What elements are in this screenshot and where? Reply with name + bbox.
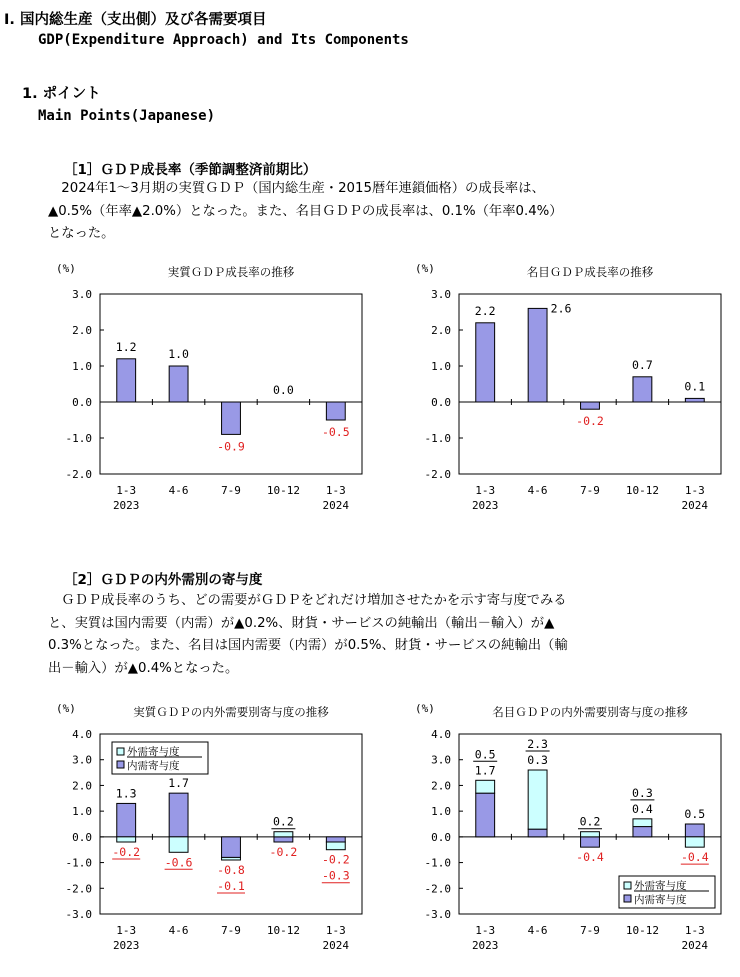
external-bar — [169, 837, 188, 852]
y-tick-label: -2.0 — [65, 882, 92, 896]
external-bar — [581, 832, 600, 837]
y-tick-label: 3.0 — [431, 753, 451, 767]
y-tick-label: 0.0 — [431, 396, 451, 409]
external-bar — [528, 770, 547, 829]
x-tick-label: 4-6 — [168, 484, 189, 497]
y-tick-label: 2.0 — [431, 779, 451, 793]
data-label: -0.5 — [321, 425, 350, 439]
section1-line: となった。 — [48, 226, 115, 241]
domestic-label: -0.8 — [217, 863, 245, 877]
chart-title: 実質ＧＤＰの内外需要別寄与度の推移 — [133, 705, 329, 719]
y-tick-label: -3.0 — [65, 908, 92, 921]
data-label: 0.7 — [632, 357, 653, 372]
external-bar — [476, 780, 495, 793]
unit-label: (%) — [56, 262, 76, 275]
y-tick-label: 1.0 — [72, 805, 92, 819]
bar — [222, 402, 241, 434]
unit-label: (%) — [415, 262, 435, 275]
y-tick-label: 3.0 — [72, 288, 92, 301]
domestic-bar — [476, 793, 495, 837]
external-bar — [274, 832, 293, 837]
data-label: -0.9 — [217, 439, 245, 454]
y-tick-label: -1.0 — [65, 856, 92, 870]
legend-label-external: 外需寄与度 — [634, 880, 687, 892]
y-tick-label: -1.0 — [424, 856, 451, 870]
x-tick-label: 1-3 — [116, 924, 137, 937]
x-tick-label: 4-6 — [527, 924, 548, 937]
x-tick-label: 10-12 — [625, 484, 659, 497]
year-label: 2023 — [112, 499, 140, 512]
x-tick-label: 10-12 — [266, 484, 300, 497]
domestic-bar — [222, 837, 241, 858]
data-label: 1.0 — [168, 347, 189, 361]
domestic-bar — [685, 824, 704, 837]
x-tick-label: 1-3 — [325, 484, 346, 497]
section1-line: ▲0.5%（年率▲2.0%）となった。また、名目ＧＤＰの成長率は、0.1%（年率0.4%） — [48, 203, 563, 219]
x-tick-label: 10-12 — [625, 924, 659, 937]
year-label: 2024 — [681, 939, 709, 952]
unit-label: (%) — [56, 702, 76, 715]
section1-line: 2024年1～3月期の実質ＧＤＰ（国内総生産・2015暦年連鎖価格）の成長率は、 — [48, 181, 545, 196]
external-label: -0.3 — [321, 868, 350, 883]
domestic-label: 0.3 — [527, 753, 548, 767]
x-tick-label: 1-3 — [475, 924, 496, 937]
external-bar — [117, 837, 136, 842]
y-tick-label: 0.0 — [72, 396, 92, 409]
data-label: 2.2 — [474, 303, 496, 318]
y-tick-label: 2.0 — [72, 324, 92, 337]
domestic-label: 1.7 — [474, 763, 496, 778]
bar — [685, 398, 704, 402]
main-title: I. 国内総生産（支出側）及び各需要項目 — [4, 12, 267, 28]
external-label: 2.3 — [527, 737, 548, 751]
domestic-bar — [117, 803, 136, 836]
bar — [117, 359, 136, 402]
domestic-label: -0.2 — [269, 845, 298, 859]
section1-heading: ［1］ＧＤＰ成長率（季節調整済前期比） — [64, 162, 317, 178]
domestic-bar — [581, 837, 600, 847]
y-tick-label: -1.0 — [65, 432, 92, 445]
year-label: 2023 — [471, 939, 499, 952]
x-tick-label: 7-9 — [580, 924, 600, 937]
domestic-label: 0.5 — [684, 807, 706, 821]
y-tick-label: 1.0 — [72, 360, 92, 373]
y-tick-label: 0.0 — [431, 830, 451, 844]
year-label: 2023 — [112, 939, 140, 952]
y-tick-label: -3.0 — [424, 908, 451, 921]
section1-paragraph — [48, 178, 563, 246]
section2-line: 出－輸入）が▲0.4%となった。 — [48, 660, 239, 676]
external-bar — [326, 842, 345, 850]
external-label: -0.6 — [164, 855, 193, 870]
section2-paragraph — [48, 590, 568, 680]
nominal-contrib-chart — [405, 698, 735, 977]
y-tick-label: -2.0 — [65, 468, 92, 481]
x-tick-label: 7-9 — [221, 924, 241, 937]
section2-line: ＧＤＰ成長率のうち、どの需要がＧＤＰをどれだけ増加させたかを示す寄与度でみる — [48, 593, 567, 608]
y-tick-label: 0.0 — [72, 830, 92, 844]
x-tick-label: 1-3 — [116, 484, 137, 497]
legend-label-external: 外需寄与度 — [127, 746, 180, 758]
external-label: -0.2 — [112, 845, 141, 859]
x-tick-label: 1-3 — [475, 484, 496, 497]
y-tick-label: 2.0 — [72, 779, 92, 793]
legend-swatch-external — [624, 882, 631, 889]
external-bar — [633, 819, 652, 827]
external-bar — [222, 857, 241, 860]
data-label: 0.1 — [684, 379, 706, 394]
bar — [581, 402, 600, 409]
data-label: 1.2 — [115, 339, 137, 354]
external-label: 0.5 — [474, 747, 496, 762]
x-tick-label: 10-12 — [266, 924, 300, 937]
data-label: -0.2 — [576, 414, 604, 429]
external-label: 0.2 — [273, 814, 294, 829]
nominal-growth-chart — [405, 262, 735, 522]
legend-swatch-external — [117, 748, 124, 755]
external-label: -0.1 — [217, 879, 245, 893]
domestic-bar — [274, 837, 293, 842]
y-tick-label: -2.0 — [424, 468, 451, 481]
bar — [476, 323, 495, 402]
legend-swatch-domestic — [117, 761, 124, 768]
y-tick-label: 3.0 — [72, 753, 92, 767]
data-label: 2.6 — [550, 301, 572, 316]
x-tick-label: 7-9 — [580, 484, 600, 497]
x-tick-label: 4-6 — [527, 484, 548, 497]
legend-swatch-domestic — [624, 895, 631, 902]
year-label: 2024 — [322, 499, 350, 512]
points-heading: 1. ポイント — [22, 86, 101, 102]
bar — [528, 308, 547, 402]
domestic-label: -0.4 — [576, 850, 604, 865]
domestic-label: 0.4 — [632, 801, 653, 816]
y-tick-label: 2.0 — [431, 324, 451, 337]
section2-heading: ［2］ＧＤＰの内外需別の寄与度 — [64, 572, 263, 588]
domestic-bar — [169, 793, 188, 837]
y-tick-label: 4.0 — [72, 728, 92, 741]
bar — [169, 366, 188, 402]
y-tick-label: -1.0 — [424, 432, 451, 445]
year-label: 2024 — [322, 939, 350, 952]
chart-title: 名目ＧＤＰの内外需要別寄与度の推移 — [492, 705, 688, 719]
domestic-bar — [528, 829, 547, 837]
real-contrib-chart — [50, 698, 375, 977]
domestic-label: -0.2 — [321, 852, 350, 867]
points-heading-en: Main Points(Japanese) — [38, 108, 216, 124]
year-label: 2023 — [471, 499, 499, 512]
chart-title: 名目ＧＤＰ成長率の推移 — [526, 265, 654, 279]
y-tick-label: 1.0 — [431, 360, 451, 373]
year-label: 2024 — [681, 499, 709, 512]
external-label: -0.4 — [680, 850, 709, 865]
y-tick-label: 3.0 — [431, 288, 451, 301]
plot-frame — [459, 294, 721, 474]
x-tick-label: 1-3 — [684, 484, 705, 497]
domestic-label: 1.7 — [168, 776, 189, 791]
unit-label: (%) — [415, 702, 435, 715]
domestic-bar — [633, 827, 652, 837]
legend-label-domestic: 内需寄与度 — [634, 894, 687, 906]
x-tick-label: 1-3 — [684, 924, 705, 937]
chart-title: 実質ＧＤＰ成長率の推移 — [167, 265, 295, 279]
y-tick-label: -2.0 — [424, 882, 451, 896]
external-label: 0.3 — [632, 785, 653, 800]
main-title-en: GDP(Expenditure Approach) and Its Components — [38, 32, 409, 48]
bar — [633, 377, 652, 402]
domestic-label: 1.3 — [115, 786, 137, 801]
external-bar — [685, 837, 704, 847]
y-tick-label: 4.0 — [431, 728, 451, 741]
y-tick-label: 1.0 — [431, 805, 451, 819]
section2-line: 0.3%となった。また、名目は国内需要（内需）が0.5%、財貨・サービスの純輸出（輸 — [48, 638, 568, 653]
x-tick-label: 4-6 — [168, 924, 189, 937]
section2-line: と、実質は国内需要（内需）が▲0.2%、財貨・サービスの純輸出（輸出－輸入）が▲ — [48, 615, 555, 631]
domestic-bar — [326, 837, 345, 842]
bar — [326, 402, 345, 420]
x-tick-label: 7-9 — [221, 484, 241, 497]
external-label: 0.2 — [579, 814, 601, 829]
x-tick-label: 1-3 — [325, 924, 346, 937]
legend-label-domestic: 内需寄与度 — [127, 760, 180, 772]
data-label: 0.0 — [273, 383, 294, 397]
real-growth-chart — [50, 262, 375, 522]
